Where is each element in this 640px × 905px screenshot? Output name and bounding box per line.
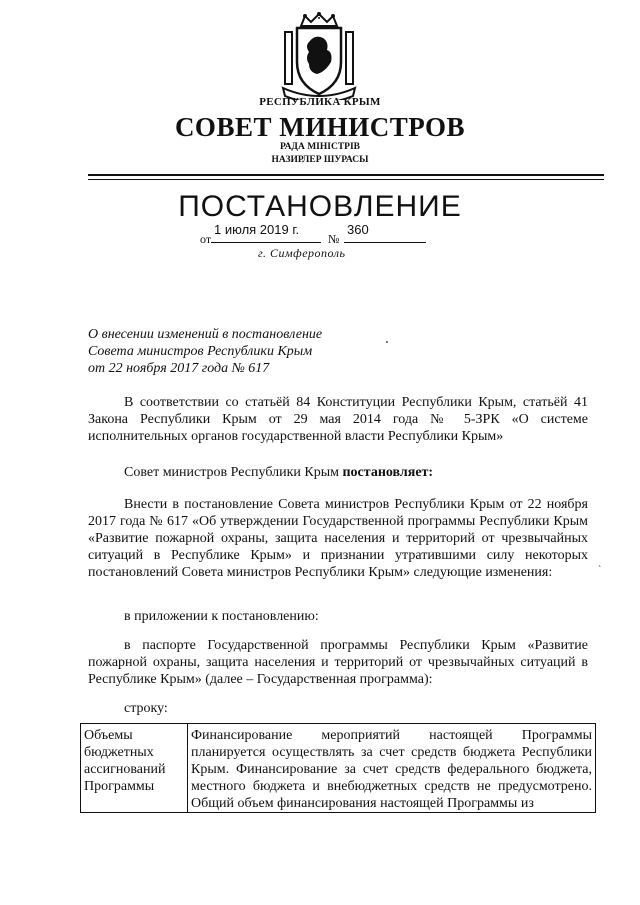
paragraph-amendment: Внести в постановление Совета министров Республики Крым от 22 ноября 2017 года № 617 «Об утверждении Государственной программы Республики Крым «Развитие пожарной охраны, защита населения и территорий от чрезвычайных ситуаций в Республике Крым» и признании утратившими силу некоторых постановлений Совета министров Республики Крым» следующие изменения: <box>88 497 588 580</box>
crimea-coat-of-arms-icon <box>279 12 359 100</box>
title-line: Совета министров Республики Крым <box>88 344 313 359</box>
republic-name: РЕСПУБЛИКА КРЫМ <box>259 96 381 108</box>
paragraph-appendix: в приложении к постановлению: <box>124 609 319 624</box>
paragraph-resolves <box>88 464 588 481</box>
header-divider-thin <box>88 179 604 180</box>
paragraph-row: строку: <box>124 701 168 716</box>
resolves-text: Совет министров Республики Крым <box>124 465 343 480</box>
number-sign: № <box>328 232 340 246</box>
paragraph-passport: в паспорте Государственной программы Республики Крым «Развитие пожарной охраны, защита населения и территорий от чрезвычайных ситуаций в Республике Крым» (далее – Государственная программа): <box>88 638 588 687</box>
council-name-crimean-tatar: НАЗИРЛЕР ШУРАСЫ <box>271 155 369 165</box>
council-name: СОВЕТ МИНИСТРОВ <box>174 112 466 142</box>
decree-date: 1 июля 2019 г. <box>214 222 300 237</box>
decree-city: г. Симферополь <box>258 246 346 260</box>
table-row <box>81 724 596 813</box>
paragraph-legal-basis: В соответствии со статьёй 84 Конституции Республики Крым, статьёй 41 Закона Республики Крым от 29 мая 2014 года № 5-ЗРК «О системе исполнительных органов государственной власти Республики Крым» <box>88 395 588 444</box>
scan-mark: ` <box>598 565 602 576</box>
table-cell-label: Объемы бюджетных ассигнований Программы <box>81 724 188 813</box>
decree-number: 360 <box>347 222 369 237</box>
document-type: ПОСТАНОВЛЕНИЕ <box>178 190 462 223</box>
date-prefix: от <box>200 232 212 246</box>
title-line: от 22 ноября 2017 года № 617 <box>88 361 270 376</box>
scan-speck <box>386 341 388 343</box>
document-title <box>88 326 322 377</box>
council-name-ukrainian: РАДА МІНІСТРІВ <box>279 142 360 152</box>
table-cell-value: Финансирование мероприятий настоящей Программы планируется осуществлять за счет средств бюджета Республики Крым. Финансирование за счет средств федерального бюджета, местного бюджета и внебюджетных средств не предусмотрено. Общий объем финансирования настоящей Программы из <box>188 724 596 813</box>
title-line: О внесении изменений в постановление <box>88 327 323 342</box>
header-divider-thick <box>88 174 604 176</box>
date-underline <box>211 242 321 243</box>
program-passport-table <box>80 723 596 813</box>
number-underline <box>344 242 426 243</box>
resolves-keyword: постановляет: <box>342 465 434 480</box>
